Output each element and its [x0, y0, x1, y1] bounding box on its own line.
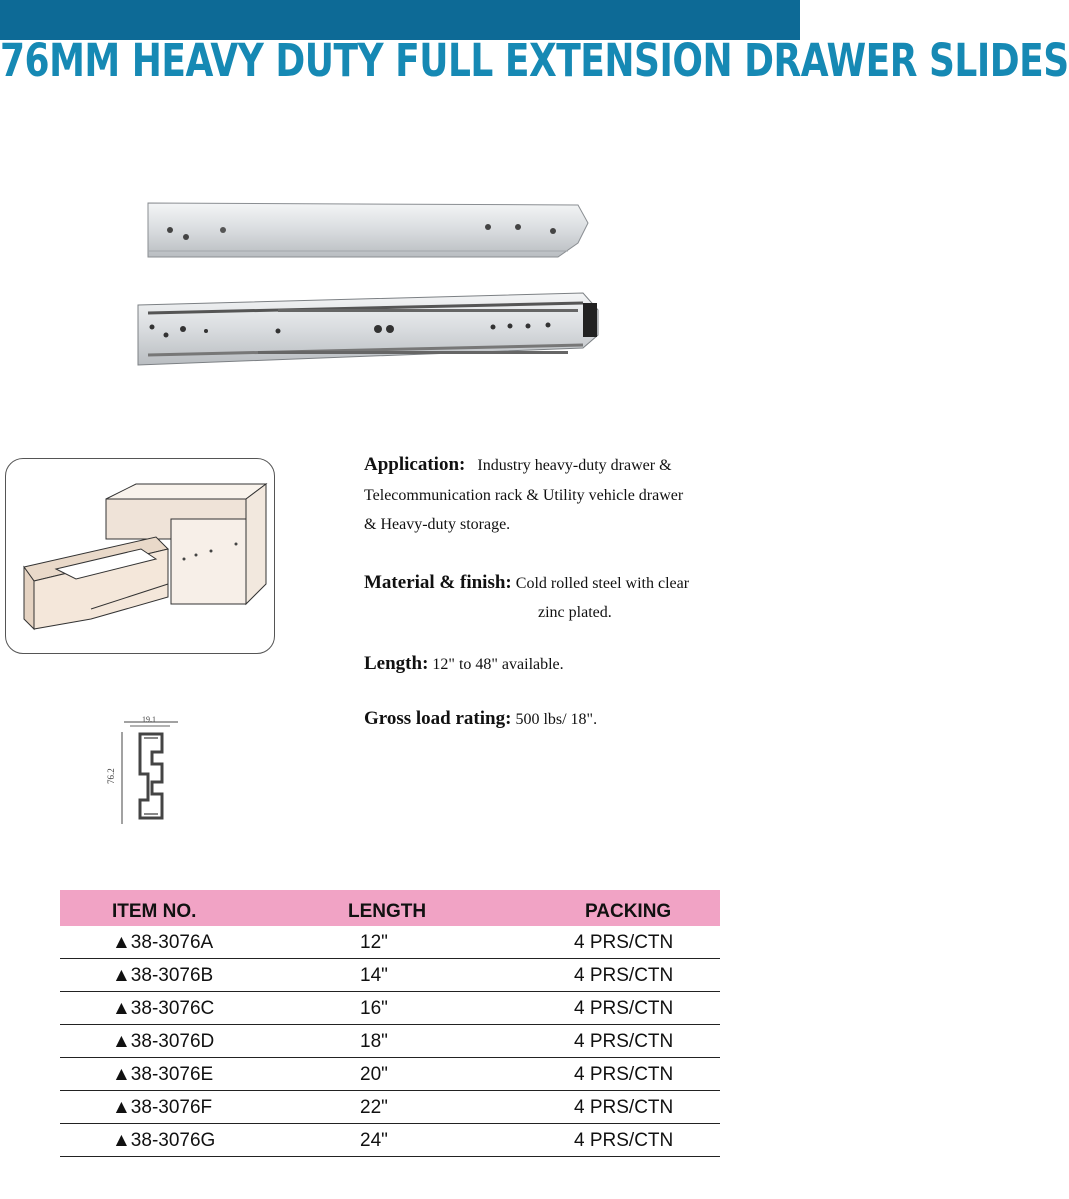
- profile-dimension-drawing: [100, 712, 190, 832]
- spec-text-line: & Heavy-duty storage.: [364, 516, 511, 533]
- page-title: 76MM HEAVY DUTY FULL EXTENSION DRAWER SLIDES: [0, 36, 1069, 88]
- item-number-cell: ▲38-3076G: [112, 1130, 216, 1151]
- spec-material: [364, 568, 689, 598]
- spec-label: Gross load rating:: [364, 708, 512, 729]
- spec-length: [364, 649, 564, 679]
- column-header: LENGTH: [348, 901, 427, 922]
- packing-cell: 4 PRS/CTN: [574, 1097, 674, 1118]
- packing-cell: 4 PRS/CTN: [574, 1064, 674, 1085]
- table-row: [60, 992, 720, 1025]
- column-header: PACKING: [585, 901, 672, 922]
- length-cell: 14": [360, 965, 388, 986]
- packing-cell: 4 PRS/CTN: [574, 1031, 674, 1052]
- table-row: [60, 926, 720, 959]
- packing-cell: 4 PRS/CTN: [574, 932, 674, 953]
- column-header: ITEM NO.: [112, 901, 197, 922]
- table-row: [60, 1091, 720, 1124]
- item-number-cell: ▲38-3076B: [112, 965, 214, 986]
- table-row: [60, 1124, 720, 1157]
- length-cell: 12": [360, 932, 388, 953]
- spec-application: [364, 450, 672, 480]
- packing-cell: 4 PRS/CTN: [574, 965, 674, 986]
- header-bar: [0, 0, 800, 40]
- drawer-illustration: [5, 458, 275, 654]
- table-header: [60, 890, 720, 926]
- spec-label: Application:: [364, 454, 466, 475]
- spec-text-line: Telecommunication rack & Utility vehicle drawer: [364, 487, 684, 504]
- length-cell: 24": [360, 1130, 388, 1151]
- table-row: [60, 1058, 720, 1091]
- length-cell: 22": [360, 1097, 388, 1118]
- length-cell: 16": [360, 998, 388, 1019]
- table-row: [60, 1025, 720, 1058]
- item-number-cell: ▲38-3076A: [112, 932, 214, 953]
- item-number-cell: ▲38-3076C: [112, 998, 215, 1019]
- spec-text: 12" to 48" available.: [432, 656, 564, 673]
- spec-label: Material & finish:: [364, 572, 512, 593]
- table-body: [60, 926, 720, 1157]
- spec-text-line: zinc plated.: [538, 604, 612, 621]
- item-number-cell: ▲38-3076F: [112, 1097, 213, 1118]
- spec-text-line: Cold rolled steel with clear: [515, 575, 690, 592]
- drawer-slide-photo: [128, 185, 618, 385]
- spec-text: 500 lbs/ 18".: [515, 711, 598, 728]
- length-cell: 18": [360, 1031, 388, 1052]
- item-number-cell: ▲38-3076E: [112, 1064, 214, 1085]
- item-number-cell: ▲38-3076D: [112, 1031, 215, 1052]
- packing-cell: 4 PRS/CTN: [574, 1130, 674, 1151]
- spec-load-rating: [364, 704, 597, 734]
- width-dimension: 19.1: [142, 715, 156, 724]
- table-row: [60, 959, 720, 992]
- length-cell: 20": [360, 1064, 388, 1085]
- product-table: [60, 890, 720, 1157]
- height-dimension: 76.2: [106, 768, 116, 784]
- packing-cell: 4 PRS/CTN: [574, 998, 674, 1019]
- spec-label: Length:: [364, 653, 429, 674]
- spec-text-line: Industry heavy-duty drawer &: [477, 457, 672, 474]
